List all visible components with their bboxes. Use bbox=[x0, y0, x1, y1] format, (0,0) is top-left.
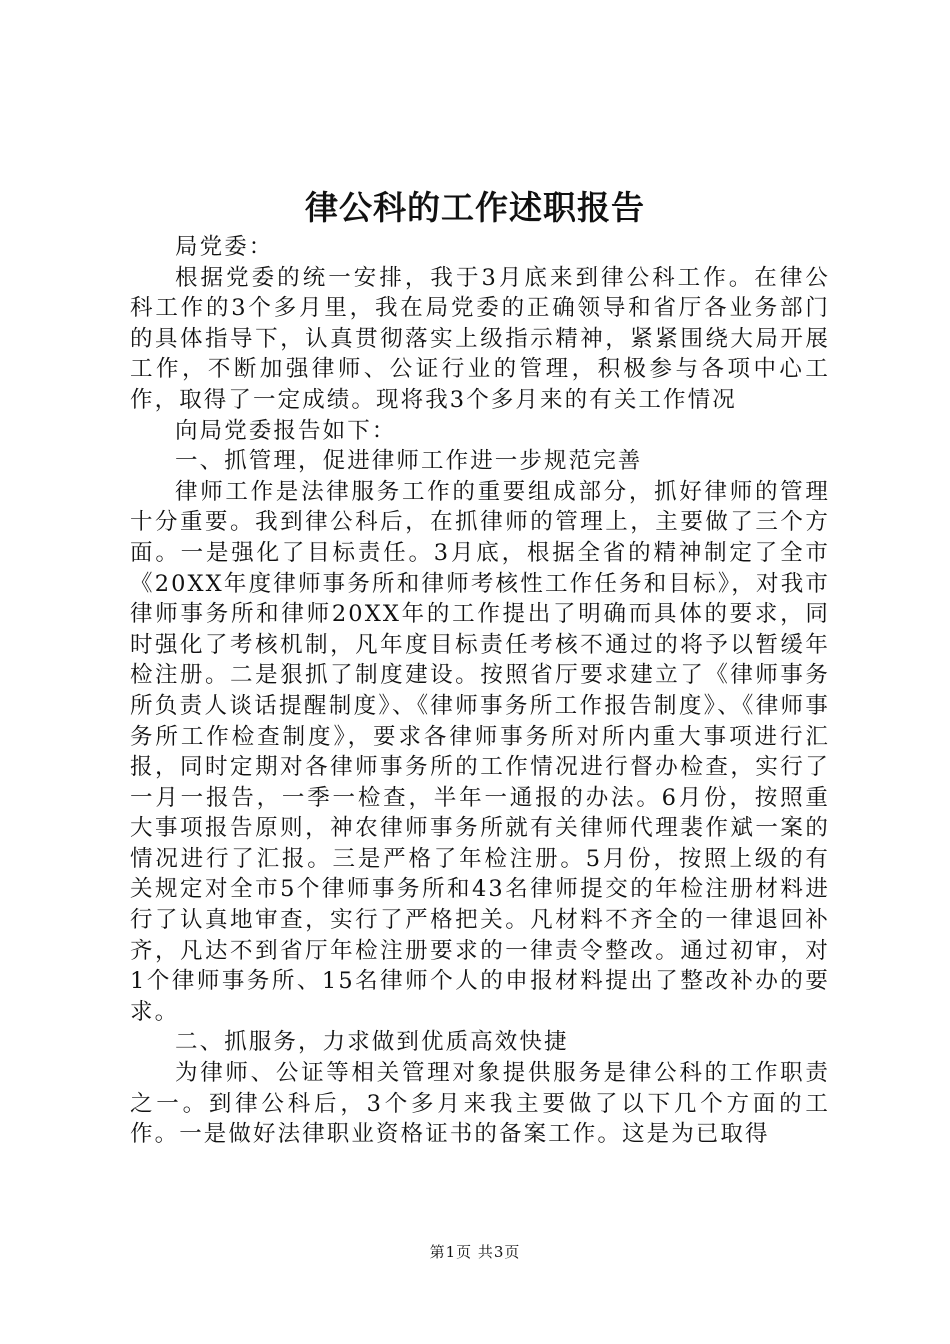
section-heading-2: 二、抓服务，力求做到优质高效快捷 bbox=[175, 1029, 569, 1056]
document-title: 律公科的工作述职报告 bbox=[305, 188, 645, 227]
paragraph-intro-cont: 向局党委报告如下： bbox=[175, 417, 397, 444]
paragraph-section-2: 为律师、公证等相关管理对象提供服务是律公科的工作职责之一。到律公科后，3个多月来我主要做了以下几个方面的工作。一是做好法律职业资格证书的备案工作。这是为已取得 bbox=[130, 1060, 830, 1148]
paragraph-section-1: 律师工作是法律服务工作的重要组成部分，抓好律师的管理十分重要。我到律公科后，在抓律师的管理上，主要做了三个方面。一是强化了目标责任。3月底，根据全省的精神制定了全市《20XX年度律师事务所和律师考核性工作任务和目标》，对我市律师事务所和律师20XX年的工作提出了明确而具体的要求，同时强化了考核机制，凡年度目标责任考核不通过的将予以暂缓年检注册。二是狠抓了制度建设。按照省厅要求建立了《律师事务所负责人谈话提醒制度》、《律师事务所工作报告制度》、《律师事务所工作检查制度》，要求各律师事务所对所内重大事项进行汇报，同时定期对各律师事务所的工作情况进行督办检查，实行了一月一报告，一季一检查，半年一通报的办法。6月份，按照重大事项报告原则，神农律师事务所就有关律师代理裴作斌一案的情况进行了汇报。三是严格了年检注册。5月份，按照上级的有关规定对全市5个律师事务所和43名律师提交的年检注册材料进行了认真地审查，实行了严格把关。凡材料不齐全的一律退回补齐，凡达不到省厅年检注册要求的一律责令整改。通过初审，对1个律师事务所、15名律师个人的申报材料提出了整改补办的要求。 bbox=[130, 478, 830, 1025]
document-body bbox=[130, 232, 830, 1150]
paragraph-intro: 根据党委的统一安排，我于3月底来到律公科工作。在律公科工作的3个多月里，我在局党委的正确领导和省厅各业务部门的具体指导下，认真贯彻落实上级指示精神，紧紧围绕大局开展工作，不断加强律师、公证行业的管理，积极参与各项中心工作，取得了一定成绩。现将我3个多月来的有关工作情况 bbox=[130, 264, 830, 413]
salutation: 局党委： bbox=[175, 234, 274, 260]
page-footer: 第1页 共3页 bbox=[429, 1243, 521, 1261]
section-heading-1: 一、抓管理，促进律师工作进一步规范完善 bbox=[175, 448, 643, 475]
